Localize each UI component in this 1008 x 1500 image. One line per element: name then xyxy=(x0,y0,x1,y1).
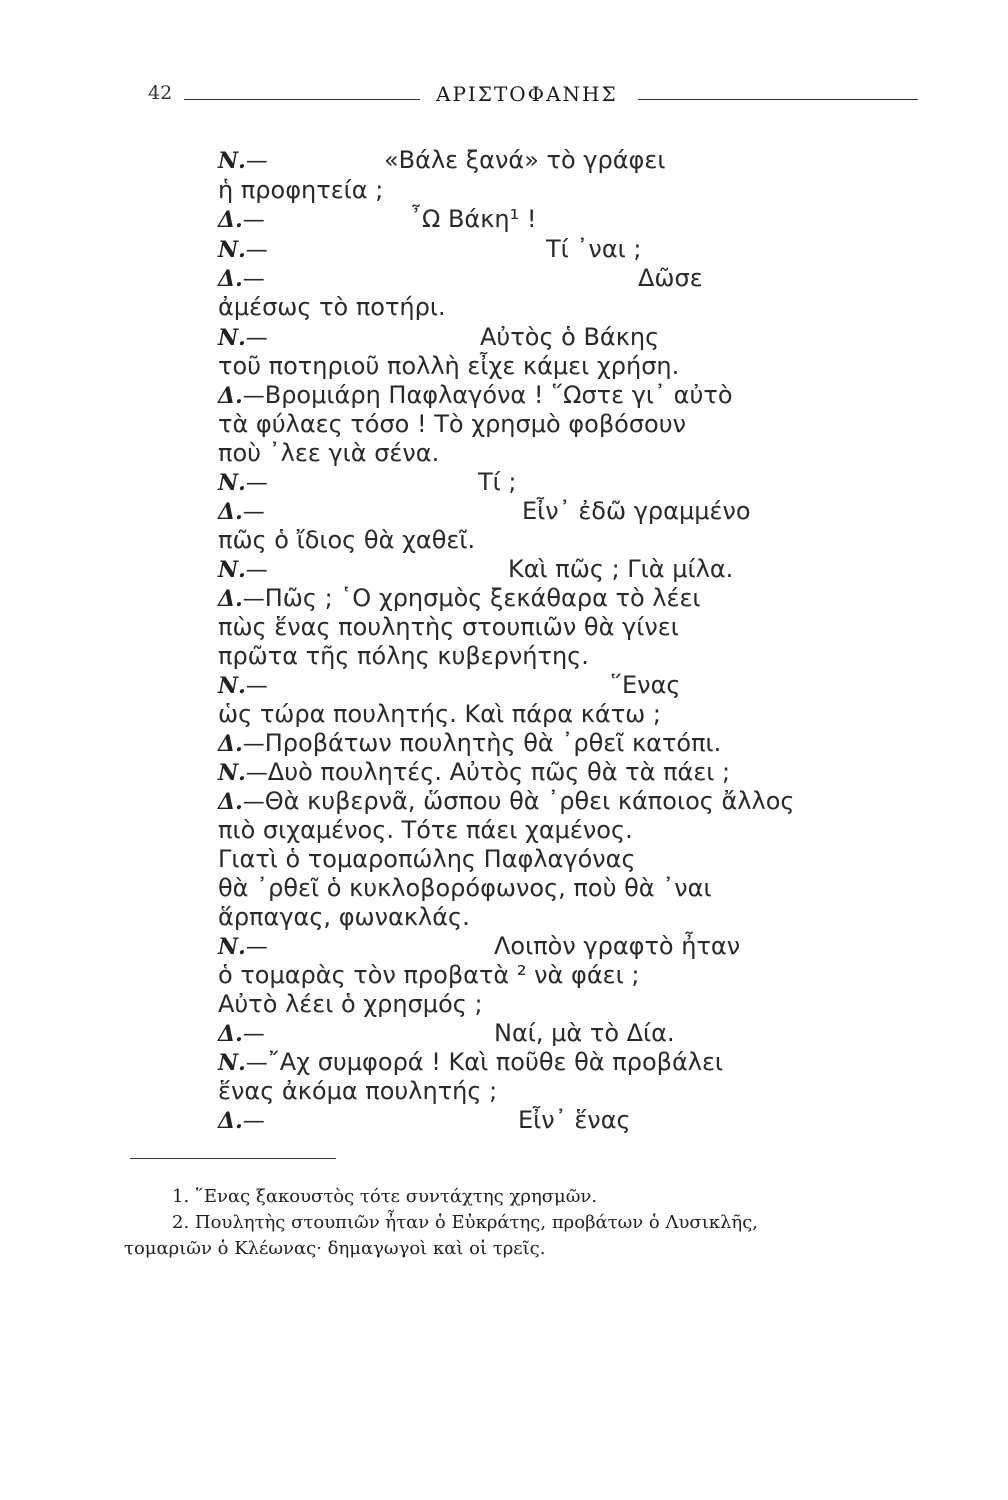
line-text: Ναί, μὰ τὸ Δία. xyxy=(494,1019,675,1047)
dialogue-line xyxy=(218,293,446,321)
speaker-dash: — xyxy=(242,267,265,292)
line-text: τοῦ ποτηριοῦ πολλὴ εἶχε κάμει χρήση. xyxy=(218,352,680,380)
speaker-dash: — xyxy=(245,326,268,351)
speaker-label: Δ. xyxy=(218,266,243,292)
dialogue-line xyxy=(218,468,517,498)
line-text: ἕνας ἀκόμα πουλητής ; xyxy=(218,1077,498,1105)
dialogue-line xyxy=(218,1019,675,1049)
dialogue-line xyxy=(218,264,703,294)
dialogue-line xyxy=(218,961,639,989)
speaker-label: Δ. xyxy=(218,499,243,525)
speaker-label: Δ. xyxy=(218,731,243,757)
line-text: πιὸ σιχαμένος. Τότε πάει χαμένος. xyxy=(218,816,633,844)
speaker-dash: — xyxy=(245,674,268,699)
dialogue-line xyxy=(218,613,679,641)
speaker-dash: — xyxy=(245,238,268,263)
dialogue-line xyxy=(218,352,679,380)
line-text: ὡς τώρα πουλητής. Καὶ πάρα κάτω ; xyxy=(218,700,661,728)
speaker-dash: — xyxy=(245,1051,268,1076)
line-text: Δυὸ πουλητές. Αὐτὸς πῶς θὰ τὰ πάει ; xyxy=(267,758,731,786)
speaker-label: Ν. xyxy=(218,325,246,351)
dialogue-line xyxy=(218,729,721,759)
dialogue-line xyxy=(218,642,589,670)
speaker-label: Δ. xyxy=(218,207,243,233)
dialogue-line xyxy=(218,700,661,728)
line-text: «Βάλε ξανά» τὸ γράφει xyxy=(384,146,666,174)
speaker-label: Ν. xyxy=(218,237,246,263)
line-text: ἡ προφητεία ; xyxy=(218,176,384,204)
dialogue-line xyxy=(218,903,470,931)
line-text: Λοιπὸν γραφτὸ ἦταν xyxy=(494,932,741,960)
line-text: πὼς ἕνας πουλητὴς στουπιῶν θὰ γίνει xyxy=(218,613,679,641)
speaker-label: Ν. xyxy=(218,760,246,786)
speaker-dash: — xyxy=(242,208,265,233)
line-text: ῞Ενας xyxy=(610,671,681,699)
speaker-dash: — xyxy=(245,935,268,960)
speaker-dash: — xyxy=(242,732,265,757)
line-text: πῶς ὁ ἴδιος θὰ χαθεῖ. xyxy=(218,526,476,554)
line-text: Γιατὶ ὁ τομαροπώλης Παφλαγόνας xyxy=(218,845,636,873)
dialogue-line xyxy=(218,176,383,204)
dialogue-line xyxy=(218,381,733,411)
footnote-continuation: τομαριῶν ὁ Κλέωνας· δημαγωγοὶ καὶ οἱ τρεῖς. xyxy=(124,1238,546,1259)
line-text: Εἶν᾿ ἐδῶ γραμμένο xyxy=(522,497,751,525)
speaker-label: Δ. xyxy=(218,1021,243,1047)
speaker-dash: — xyxy=(242,587,265,612)
speaker-label: Δ. xyxy=(218,1108,243,1134)
speaker-label: Ν. xyxy=(218,470,246,496)
speaker-label: Ν. xyxy=(218,148,246,174)
page-number: 42 xyxy=(148,82,173,104)
dialogue-line xyxy=(218,1106,631,1136)
dialogue-line xyxy=(218,235,642,265)
speaker-dash: — xyxy=(242,384,265,409)
line-text: θὰ ᾿ρθεῖ ὁ κυκλοβορόφωνος, ποὺ θὰ ᾿ναι xyxy=(218,874,712,902)
dialogue-line xyxy=(218,874,712,902)
speaker-label: Ν. xyxy=(218,557,246,583)
line-text: ῏Ω Βάκη¹ ! xyxy=(410,205,537,233)
dialogue-line xyxy=(218,787,794,817)
line-text: πρῶτα τῆς πόλης κυβερνήτης. xyxy=(218,642,589,670)
dialogue-line xyxy=(218,410,686,438)
speaker-dash: — xyxy=(242,500,265,525)
dialogue-line xyxy=(218,671,681,701)
footnote: 1. ῞Ενας ξακουστὸς τότε συντάχτης χρησμῶν. xyxy=(172,1186,598,1207)
line-text: Θὰ κυβερνᾶ, ὥσπου θὰ ᾿ρθει κάποιος ἄλλος xyxy=(264,787,795,815)
line-text: Εἶν᾿ ἕνας xyxy=(518,1106,631,1134)
line-text: ἀμέσως τὸ ποτήρι. xyxy=(218,293,446,321)
line-text: τὰ φύλαες τόσο ! Τὸ χρησμὸ φοβόσουν xyxy=(218,410,687,438)
dialogue-line xyxy=(218,555,734,585)
speaker-dash: — xyxy=(245,471,268,496)
speaker-dash: — xyxy=(245,558,268,583)
dialogue-line xyxy=(218,758,730,788)
speaker-dash: — xyxy=(242,1022,265,1047)
dialogue-line xyxy=(218,584,701,614)
line-text: ὁ τομαρὰς τὸν προβατὰ ² νὰ φάει ; xyxy=(218,961,640,989)
line-text: Πῶς ; ῾Ο χρησμὸς ξεκάθαρα τὸ λέει xyxy=(264,584,701,612)
running-title: ΑΡΙΣΤΟΦΑΝΗΣ xyxy=(436,82,618,106)
dialogue-line xyxy=(218,439,439,467)
speaker-dash: — xyxy=(245,761,268,786)
line-text: ῎Αχ συμφορά ! Καὶ ποῦθε θὰ προβάλει xyxy=(267,1048,724,1076)
dialogue-line xyxy=(218,497,751,527)
line-text: Αὐτὸ λέει ὁ χρησμός ; xyxy=(218,990,483,1018)
dialogue-line xyxy=(218,816,633,844)
line-text: ἅρπαγας, φωνακλάς. xyxy=(218,903,470,931)
speaker-label: Δ. xyxy=(218,383,243,409)
dialogue-line xyxy=(218,146,666,176)
speaker-label: Δ. xyxy=(218,789,243,815)
footnote-rule xyxy=(130,1158,336,1159)
speaker-dash: — xyxy=(242,1109,265,1134)
speaker-label: Ν. xyxy=(218,1050,246,1076)
dialogue-line xyxy=(218,323,660,353)
speaker-label: Δ. xyxy=(218,586,243,612)
line-text: Αὐτὸς ὁ Βάκης xyxy=(480,323,660,351)
dialogue-line xyxy=(218,845,636,873)
line-text: Τί ; xyxy=(478,468,517,496)
dialogue-line xyxy=(218,990,483,1018)
line-text: Δῶσε xyxy=(638,264,703,292)
line-text: Καὶ πῶς ; Γιὰ μίλα. xyxy=(508,555,734,583)
speaker-dash: — xyxy=(242,790,265,815)
speaker-label: Ν. xyxy=(218,673,246,699)
dialogue-line xyxy=(218,1077,497,1105)
dialogue-line xyxy=(218,205,537,235)
speaker-label: Ν. xyxy=(218,934,246,960)
dialogue-line xyxy=(218,526,475,554)
line-text: Τί ᾿ναι ; xyxy=(546,235,642,263)
line-text: Βρομιάρη Παφλαγόνα ! ῞Ωστε γι᾿ αὐτὸ xyxy=(264,381,733,409)
footnote: 2. Πουλητὴς στουπιῶν ἦταν ὁ Εὐκράτης, προβάτων ὁ Λυσικλῆς, xyxy=(172,1212,759,1233)
line-text: ποὺ ᾿λεε γιὰ σένα. xyxy=(218,439,440,467)
dialogue-line xyxy=(218,1048,723,1078)
line-text: Προβάτων πουλητὴς θὰ ᾿ρθεῖ κατόπι. xyxy=(264,729,722,757)
dialogue-line xyxy=(218,932,741,962)
speaker-dash: — xyxy=(245,149,268,174)
